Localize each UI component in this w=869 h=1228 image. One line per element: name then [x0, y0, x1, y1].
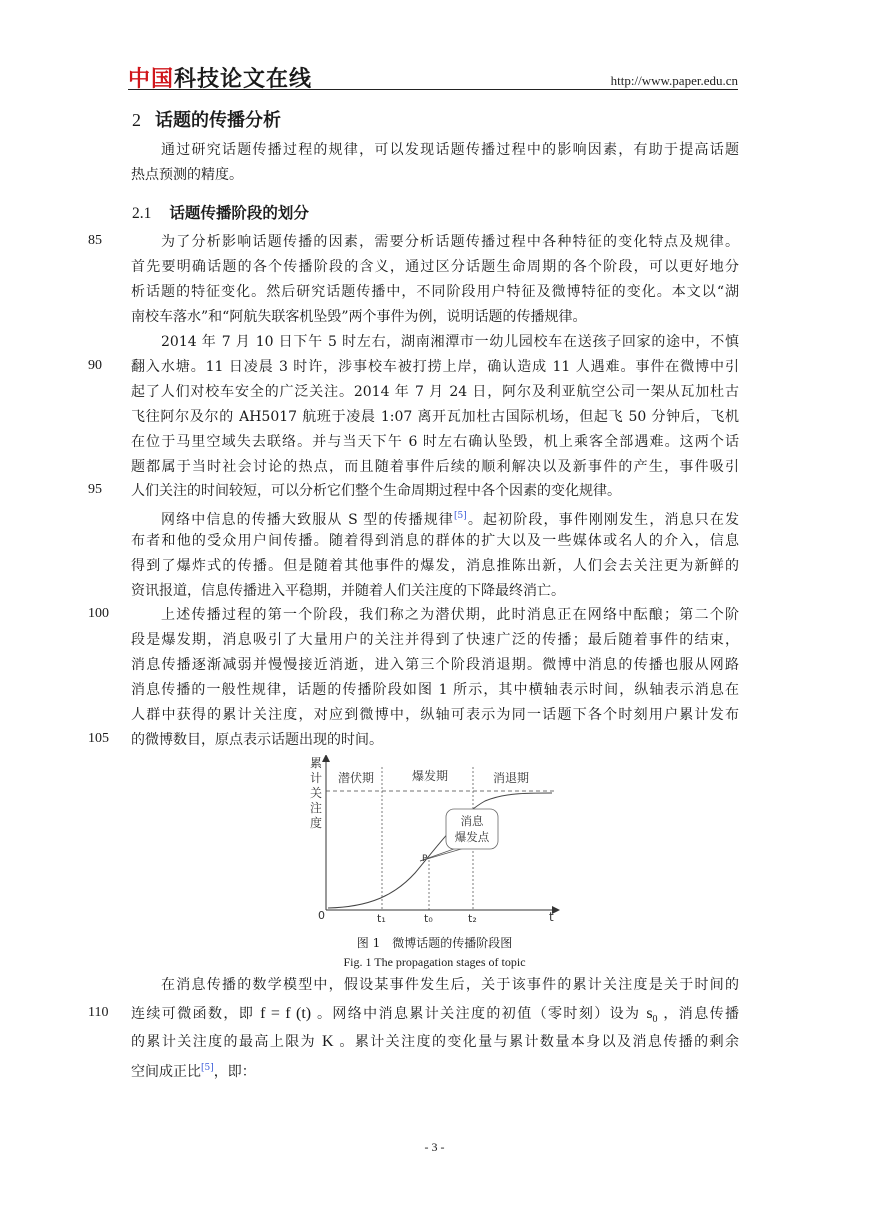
line-number: 85	[88, 233, 102, 248]
body-line	[131, 1005, 739, 1029]
tick-label-t1: t₁	[377, 912, 386, 925]
body-text: 。起初阶段，事件刚刚发生，消息只在发	[466, 512, 739, 528]
body-line: 得到了爆炸式的传播。但是随着其他事件的爆发，消息推陈出新，人们会去关注更为新鲜的	[131, 558, 739, 574]
body-line: 飞往阿尔及尔的 AH5017 航班于凌晨 1:07 离开瓦加杜古国际机场，但起飞 50 分钟后，飞机	[131, 409, 739, 425]
math-expr: f = f (t)	[260, 1005, 312, 1022]
body-line: 消息传播逐渐减弱并慢慢接近消逝，进入第三个阶段消退期。微博中消息的传播也服从网路	[131, 657, 739, 673]
y-axis-char: 关	[310, 786, 323, 800]
body-text: 。网络中消息累计关注度的初值（零时刻）设为	[316, 1006, 641, 1022]
body-line: 为了分析影响话题传播的因素，需要分析话题传播过程中各种特征的变化特点及规律。	[161, 234, 739, 250]
body-text: 空间成正比	[131, 1064, 201, 1080]
body-line: 上述传播过程的第一个阶段，我们称之为潜伏期，此时消息正在网络中酝酿；第二个阶	[161, 607, 739, 623]
point-label: P	[422, 854, 428, 864]
body-line: 布者和他的受众用户间传播。随着得到消息的群体的扩大以及一些媒体或名人的介入，信息	[131, 533, 739, 549]
body-text: 的累计关注度的最高上限为	[131, 1034, 317, 1050]
math-expr: $s_0$	[646, 1005, 658, 1026]
body-text: 。累计关注度的变化量与累计数量本身以及消息传播的剩余	[339, 1034, 740, 1050]
figure-caption-en: Fig. 1 The propagation stages of topic	[343, 955, 526, 969]
body-line: 的微博数目，原点表示话题出现的时间。	[131, 732, 383, 748]
body-text: ，消息传播	[663, 1006, 740, 1022]
body-line	[131, 1033, 739, 1051]
y-axis-char: 度	[310, 816, 323, 830]
logo-black-text: 科技论文在线	[174, 67, 313, 92]
tick-label-t2: t₂	[468, 912, 477, 925]
phase-label-decline: 消退期	[493, 771, 530, 785]
phase-label-burst: 爆发期	[412, 769, 449, 783]
line-number: 90	[88, 358, 102, 373]
body-line: 2014 年 7 月 10 日下午 5 时左右，湖南湘潭市一幼儿园校车在送孩子回家的途中，不慎	[161, 334, 739, 350]
subsection-title: 话题传播阶段的划分	[169, 204, 309, 222]
body-line: 段是爆发期，消息吸引了大量用户的关注并得到了快速广泛的传播；最后随着事件的结束，	[131, 632, 739, 648]
body-line: 首先要明确话题的各个传播阶段的含义，通过区分话题生命周期的各个阶段，可以更好地分	[131, 259, 739, 275]
body-line: 消息传播的一般性规律，话题的传播阶段如图 1 所示，其中横轴表示时间，纵轴表示消息在	[131, 682, 739, 698]
body-line	[131, 507, 739, 529]
tick-label-t0: t₀	[424, 912, 433, 925]
callout-line: 爆发点	[454, 830, 490, 844]
origin-label: 0	[318, 909, 325, 922]
line-number: 110	[88, 1005, 109, 1020]
y-axis-char: 注	[310, 801, 323, 815]
body-text: 连续可微函数，即	[131, 1006, 255, 1022]
subsection-number: 2.1	[132, 205, 152, 222]
intro-line: 通过研究话题传播过程的规律，可以发现话题传播过程中的影响因素，有助于提高话题	[161, 142, 739, 158]
subsection-heading	[132, 201, 309, 223]
logo-red-text: 中国	[128, 67, 175, 92]
body-line: 人们关注的时间较短，可以分析它们整个生命周期过程中各个因素的变化规律。	[131, 483, 621, 499]
citation-ref[interactable]: [5]	[454, 511, 467, 521]
body-line	[131, 1059, 739, 1081]
body-line: 题都属于当时社会讨论的热点，而且随着事件后续的顺利解决以及新事件的产生，事件吸引	[131, 459, 739, 475]
body-line: 翻入水塘。11 日凌晨 3 时许，涉事校车被打捞上岸，确认造成 11 人遇难。事件在微博中引	[131, 359, 739, 375]
body-text: 网络中信息的传播大致服从 S 型的传播规律	[161, 512, 454, 528]
s-curve	[328, 793, 552, 908]
body-line: 人群中获得的累计关注度，对应到微博中，纵轴可表示为同一话题下各个时刻用户累计发布	[131, 707, 739, 723]
y-axis-label	[310, 756, 326, 830]
figure-caption-cn: 图 1 微博话题的传播阶段图	[356, 936, 513, 950]
citation-ref[interactable]: [5]	[201, 1063, 214, 1073]
page-number: - 3 -	[424, 1140, 445, 1154]
body-line: 析话题的特征变化。然后研究话题传播中，不同阶段用户特征及微博特征的变化。本文以“湖	[131, 284, 739, 300]
section-number: 2	[132, 110, 141, 130]
body-line: 起了人们对校车安全的广泛关注。2014 年 7 月 24 日，阿尔及利亚航空公司一架从瓦加杜古	[131, 384, 739, 400]
math-expr: K	[321, 1033, 334, 1050]
header-divider	[128, 89, 738, 90]
line-number: 105	[88, 731, 109, 746]
body-text: ，即：	[213, 1064, 256, 1080]
callout-line: 消息	[460, 814, 484, 828]
section-title: 话题的传播分析	[155, 110, 281, 131]
y-axis-char: 累	[310, 756, 323, 770]
intro-line: 热点预测的精度。	[131, 167, 243, 183]
x-axis-label: t	[549, 910, 554, 924]
y-axis-char: 计	[310, 771, 323, 785]
line-number: 95	[88, 482, 102, 497]
body-line: 在消息传播的数学模型中，假设某事件发生后，关于该事件的累计关注度是关于时间的	[161, 977, 739, 993]
body-line: 资讯报道，信息传播进入平稳期，并随着人们关注度的下降最终消亡。	[131, 583, 565, 599]
propagation-stages-figure	[300, 755, 570, 930]
header-url[interactable]: http://www.paper.edu.cn	[610, 73, 738, 88]
line-number: 100	[88, 606, 109, 621]
section-heading	[132, 106, 281, 132]
phase-label-latent: 潜伏期	[338, 771, 375, 785]
body-line: 南校车落水”和“阿航失联客机坠毁”两个事件为例，说明话题的传播规律。	[131, 309, 587, 325]
body-line: 在位于马里空域失去联络。并与当天下午 6 时左右确认坠毁，机上乘客全部遇难。这两个话	[131, 434, 739, 450]
